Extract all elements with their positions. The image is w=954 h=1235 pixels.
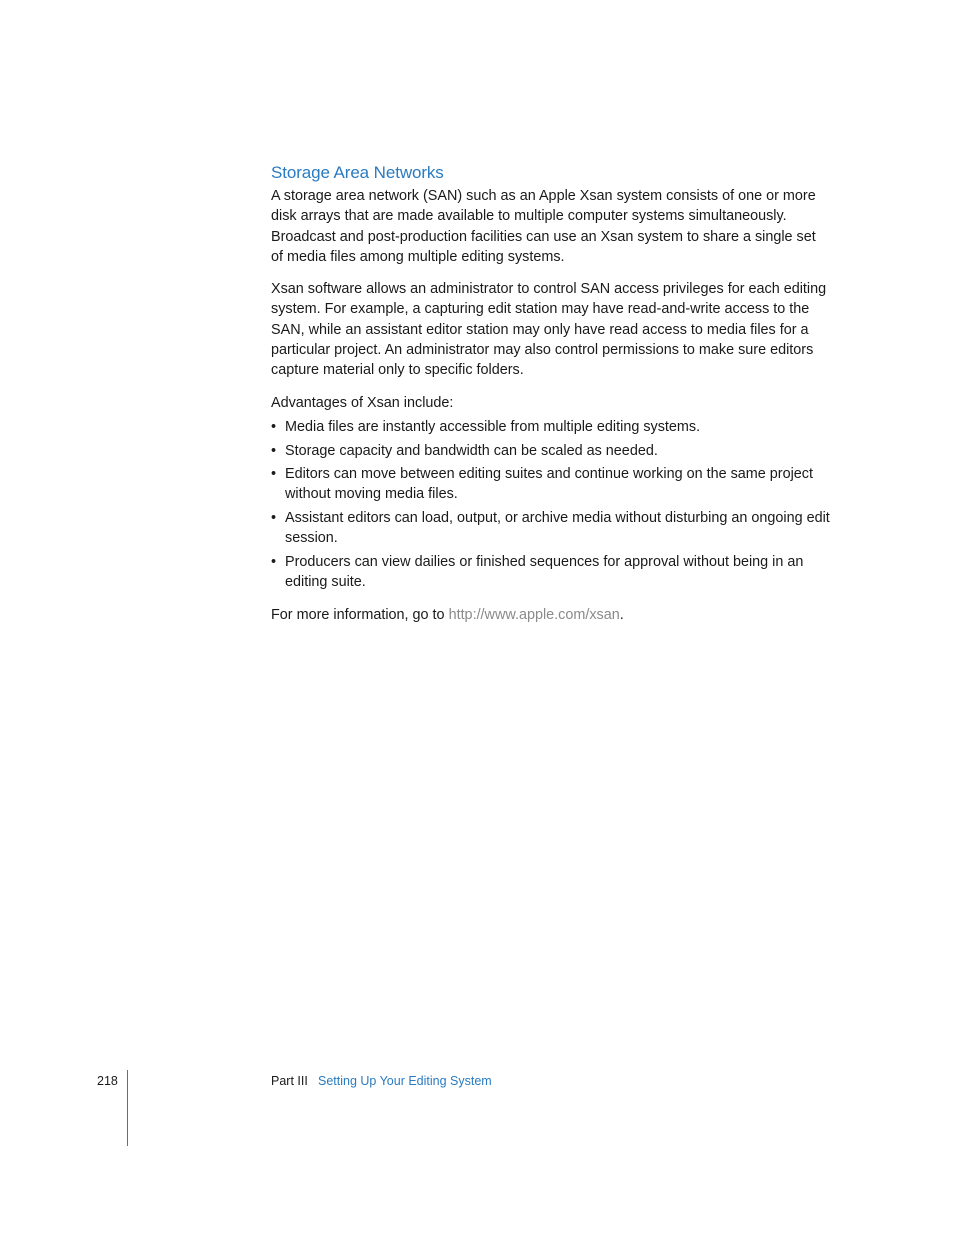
footer-divider <box>127 1070 128 1146</box>
footer-chapter-title: Setting Up Your Editing System <box>318 1074 492 1088</box>
list-item <box>271 552 831 593</box>
xsan-link[interactable]: http://www.apple.com/xsan <box>448 606 620 623</box>
section-heading: Storage Area Networks <box>271 163 444 182</box>
list-intro: Advantages of Xsan include: <box>271 394 454 411</box>
advantages-list <box>271 417 831 593</box>
bullet-icon: • <box>271 418 277 435</box>
list-item-text: Producers can view dailies or finished sequences for approval without being in an editing suite. <box>285 553 804 591</box>
more-info-prefix: For more information, go to <box>271 606 449 623</box>
list-item-text: Storage capacity and bandwidth can be scaled as needed. <box>285 442 658 459</box>
list-item-text: Assistant editors can load, output, or archive media without disturbing an ongoing edit session. <box>285 510 830 547</box>
list-item <box>271 508 831 549</box>
more-info-line <box>271 605 831 625</box>
bullet-icon: • <box>271 466 277 483</box>
paragraph-xsan-privileges: Xsan software allows an administrator to control SAN access privileges for each editing system. For example, a capturing edit station may have read-and-write access to the SAN, while an assistant editor station may only have read access to media files for a particular project. An administrator may also control permissions to make sure editors capture material only to specific folders. <box>271 281 827 379</box>
list-item <box>271 464 831 505</box>
paragraph-san-intro: A storage area network (SAN) such as an Apple Xsan system consists of one or more disk arrays that are made available to multiple computer systems simultaneously. Broadcast and post-production facilities can use an Xsan system to share a single set of media files among multiple editing systems. <box>271 188 816 265</box>
page-number: 218 <box>97 1074 118 1088</box>
footer-part-label: Part III <box>271 1074 308 1088</box>
bullet-icon: • <box>271 553 277 570</box>
more-info-suffix: . <box>619 606 624 623</box>
list-item-text: Editors can move between editing suites and continue working on the same project without moving media files. <box>285 466 813 503</box>
list-item <box>271 417 831 437</box>
main-content <box>271 162 831 637</box>
list-item-text: Media files are instantly accessible from multiple editing systems. <box>285 418 701 435</box>
bullet-icon: • <box>271 442 277 459</box>
list-item <box>271 441 831 461</box>
bullet-icon: • <box>271 510 277 527</box>
